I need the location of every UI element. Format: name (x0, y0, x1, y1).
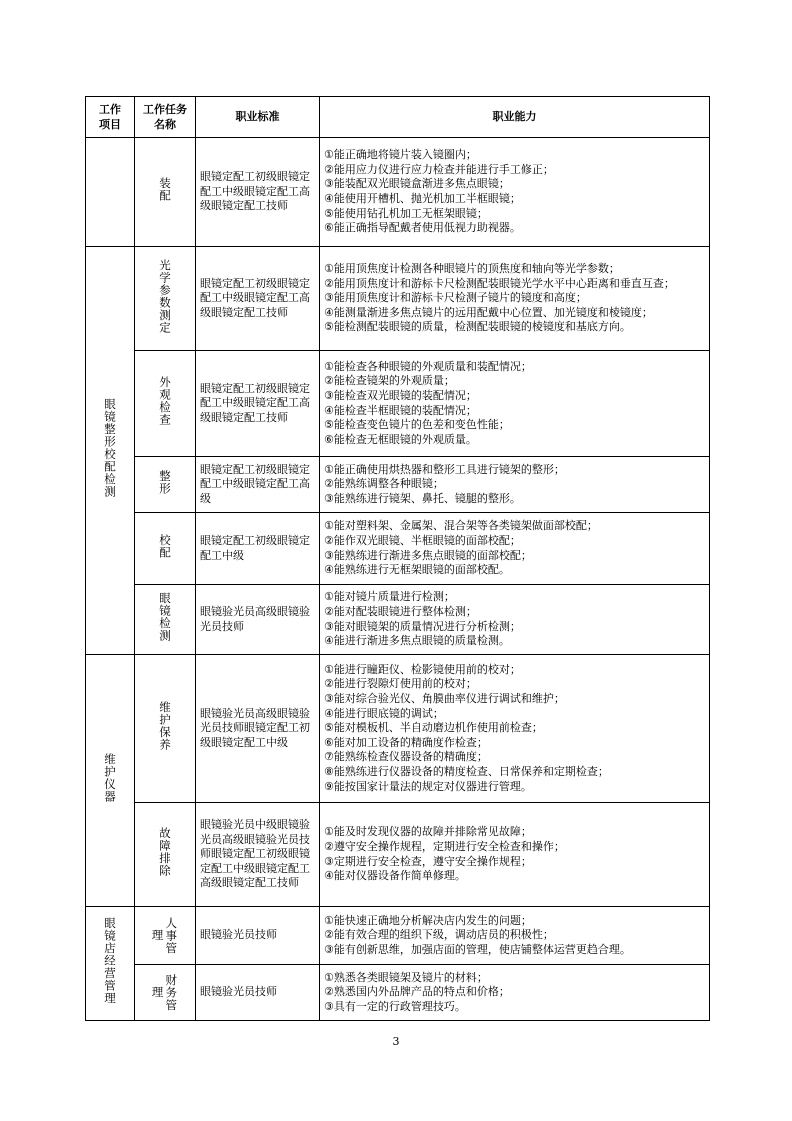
ability-item: ③定期进行安全检查，遵守安全操作规程； (324, 854, 532, 868)
header-project: 工作项目 (86, 97, 135, 138)
ability-item: ③具有一定的行政管理技巧。 (324, 999, 466, 1013)
ability-cell (320, 585, 710, 655)
ability-item: ①能进行瞳距仪、检影镜使用前的校对； (324, 662, 521, 676)
task-cell: 故障排除 (135, 803, 196, 907)
table-row (86, 351, 710, 457)
project-cell: 眼镜店经营管理 (86, 907, 135, 1021)
ability-cell (320, 655, 710, 803)
ability-cell (320, 965, 710, 1021)
standard-cell: 眼镜验光员高级眼镜验光员技师 (196, 585, 320, 655)
ability-item: ⑤能检测配装眼镜的质量，检测配装眼镜的棱镜度和基底方向。 (324, 320, 631, 334)
ability-item: ③能检查双光眼镜的装配情况； (324, 388, 477, 402)
standard-cell: 眼镜定配工初级眼镜定配工中级眼镜定配工高级 (196, 457, 320, 513)
standard-cell: 眼镜验光员中级眼镜验光员高级眼镜验光员技师眼镜定配工初级眼镜定配工中级眼镜定配工高级眼镜定配工技师 (196, 803, 320, 907)
ability-cell (320, 803, 710, 907)
ability-item: ④能熟练进行无框架眼镜的面部校配。 (324, 563, 510, 577)
ability-item: ③能装配双光眼镜盒渐进多焦点眼镜； (324, 177, 510, 191)
ability-item: ③能对眼镜架的质量情况进行分析检测； (324, 619, 521, 633)
project-cell (86, 138, 135, 247)
ability-item: ①能及时发现仪器的故障并排除常见故障； (324, 825, 532, 839)
ability-item: ①能正确地将镜片装入镜圈内； (324, 148, 477, 162)
ability-item: ②能进行裂隙灯使用前的校对； (324, 677, 477, 691)
table-row (86, 585, 710, 655)
ability-item: ③能熟练进行镜架、鼻托、镜腿的整形。 (324, 491, 521, 505)
ability-item: ②熟悉国内外品牌产品的特点和价格； (324, 985, 510, 999)
ability-item: ⑨能按国家计量法的规定对仪器进行管理。 (324, 779, 532, 793)
table-row (86, 655, 710, 803)
ability-cell (320, 907, 710, 965)
competency-table (85, 96, 710, 1021)
table-row (86, 907, 710, 965)
standard-cell: 眼镜定配工初级眼镜定配工中级眼镜定配工高级眼镜定配工技师 (196, 351, 320, 457)
task-cell: 光学参数测定 (135, 247, 196, 351)
ability-item: ①能用顶焦度计检测各种眼镜片的顶焦度和轴向等光学参数； (324, 262, 620, 276)
standard-cell: 眼镜定配工初级眼镜定配工中级眼镜定配工高级眼镜定配工技师 (196, 247, 320, 351)
ability-item: ①能正确使用烘热器和整形工具进行镜架的整形； (324, 462, 565, 476)
ability-item: ④能进行眼底镜的调试； (324, 706, 444, 720)
ability-item: ③能熟练进行渐进多焦点眼镜的面部校配； (324, 548, 532, 562)
ability-item: ①能检查各种眼镜的外观质量和装配情况； (324, 359, 532, 373)
header-row (86, 97, 710, 138)
task-cell: 整形 (135, 457, 196, 513)
ability-cell (320, 513, 710, 585)
header-ability: 职业能力 (320, 97, 710, 138)
ability-item: ⑥能检查无框眼镜的外观质量。 (324, 432, 477, 446)
task-cell: 眼镜检测 (135, 585, 196, 655)
table-row (86, 803, 710, 907)
ability-item: ①能对镜片质量进行检测； (324, 590, 455, 604)
ability-item: ⑤能对模板机、半自动磨边机作使用前检查； (324, 721, 543, 735)
table-row (86, 247, 710, 351)
standard-cell: 眼镜验光员高级眼镜验光员技师眼镜定配工初级眼镜定配工中级 (196, 655, 320, 803)
ability-item: ①能对塑料架、金属架、混合架等各类镜架做面部校配； (324, 519, 598, 533)
task-cell: 校配 (135, 513, 196, 585)
ability-item: ④能测量渐进多焦点镜片的远用配戴中心位置、加光镜度和棱镜度； (324, 305, 653, 319)
ability-item: ②能用顶焦度计和游标卡尺检测配装眼镜光学水平中心距离和垂直互查； (324, 276, 675, 290)
task-cell: 理 财务管 (135, 965, 196, 1021)
ability-item: ②遵守安全操作规程，定期进行安全检查和操作； (324, 839, 565, 853)
ability-item: ③能对综合验光仪、角膜曲率仪进行调试和维护； (324, 692, 565, 706)
standard-cell: 眼镜定配工初级眼镜定配工中级 (196, 513, 320, 585)
ability-item: ①熟悉各类眼镜架及镜片的材料； (324, 970, 488, 984)
table-row (86, 457, 710, 513)
ability-item: ④能进行渐进多焦点眼镜的质量检测。 (324, 634, 510, 648)
ability-item: ⑦能熟练检查仪器设备的精确度； (324, 750, 488, 764)
task-cell: 理 人事管 (135, 907, 196, 965)
ability-item: ⑥能对加工设备的精确度作检查； (324, 735, 488, 749)
ability-cell (320, 351, 710, 457)
table-row (86, 513, 710, 585)
task-cell: 外观检查 (135, 351, 196, 457)
ability-cell (320, 138, 710, 247)
ability-item: ⑤能检查变色镜片的色差和变色性能； (324, 418, 510, 432)
ability-item: ④能检查半框眼镜的装配情况； (324, 403, 477, 417)
ability-item: ②能有效合理的组织下级，调动店员的积极性； (324, 928, 554, 942)
table-row (86, 965, 710, 1021)
ability-item: ②能检查镜架的外观质量； (324, 374, 455, 388)
header-standard: 职业标准 (196, 97, 320, 138)
ability-item: ②能熟练调整各种眼镜； (324, 477, 444, 491)
project-cell: 眼镜整形校配检测 (86, 247, 135, 655)
standard-cell: 眼镜验光员技师 (196, 965, 320, 1021)
ability-item: ②能用应力仪进行应力检查并能进行手工修正； (324, 162, 554, 176)
page-number: 3 (392, 1035, 400, 1048)
ability-item: ②能作双光眼镜、半框眼镜的面部校配； (324, 533, 521, 547)
ability-item: ⑤能使用钻孔机加工无框架眼镜； (324, 206, 488, 220)
ability-item: ④能对仪器设备作简单修理。 (324, 869, 466, 883)
standard-cell: 眼镜定配工初级眼镜定配工中级眼镜定配工高级眼镜定配工技师 (196, 138, 320, 247)
table-row (86, 138, 710, 247)
standard-cell: 眼镜验光员技师 (196, 907, 320, 965)
ability-item: ①能快速正确地分析解决店内发生的问题； (324, 913, 532, 927)
ability-item: ⑥能正确指导配戴者使用低视力助视器。 (324, 221, 521, 235)
ability-item: ③能用顶焦度计和游标卡尺检测子镜片的镜度和高度； (324, 291, 587, 305)
ability-item: ②能对配装眼镜进行整体检测； (324, 604, 477, 618)
ability-cell (320, 247, 710, 351)
ability-item: ④能使用开槽机、抛光机加工半框眼镜； (324, 192, 521, 205)
ability-item: ③能有创新思维，加强店面的管理，使店铺整体运营更趋合理。 (324, 942, 631, 956)
project-cell: 维护仪器 (86, 655, 135, 907)
ability-cell (320, 457, 710, 513)
ability-item: ⑧能熟练进行仪器设备的精度检查、日常保养和定期检查； (324, 764, 609, 778)
header-task: 工作任务名称 (135, 97, 196, 138)
task-cell: 装配 (135, 138, 196, 247)
task-cell: 维护保养 (135, 655, 196, 803)
